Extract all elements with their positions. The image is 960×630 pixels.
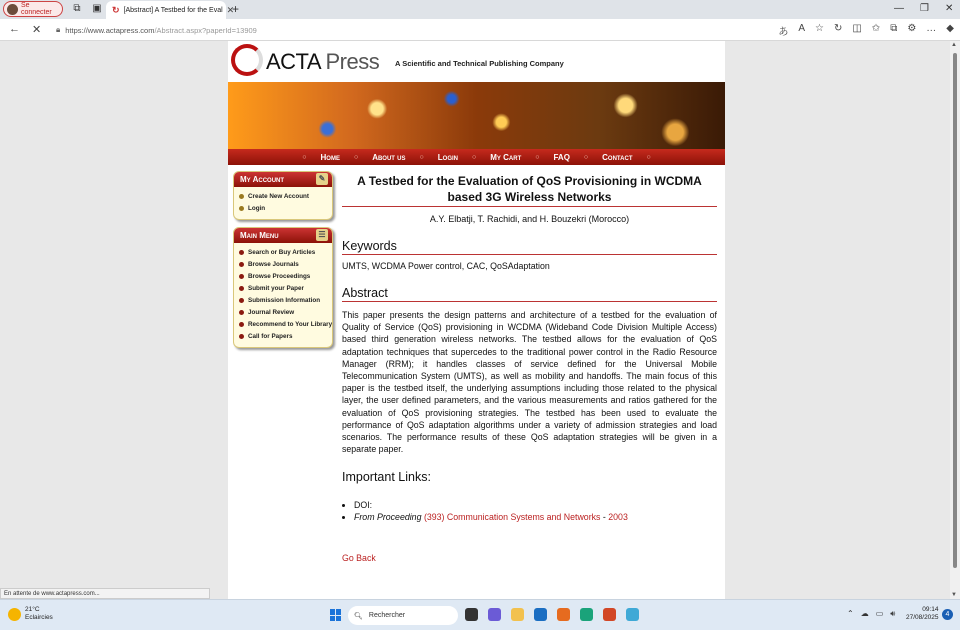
abstract-text: This paper presents the design patterns and architecture of a testbed for the evaluation of Quality of Service (QoS) provisioning in WCDMA (Wideband Code Division Multiple Access) based third generation wireless networks. The testbed allows for the evaluation of QoS adaptation techniques that supercedes to the traditional power control in the Radio Resource Manager (RRM); it handles classes of service defined for the Universal Mobile Telecommunication System (UMTS), as well as mobility and handoffs. The main focus of this paper is the testbed itself, the underlying assumptions including those related to the physical layer, the user defined parameters, and the various measurements and ratios gathered for the evaluation of QoS provisioning strategies. The testbed has been used to evaluate the performance of QoS adaptation algorithms under a variety of admission strategies and load scenarios. The performance results of these QoS adaptation strategies will be given in a separate paper. [342, 310, 717, 455]
bullet-icon [239, 322, 244, 327]
file-explorer-icon[interactable] [511, 608, 524, 621]
toolbar-icons [778, 23, 954, 38]
my-account-heading [234, 172, 332, 187]
nav-cart[interactable]: My Cart [490, 152, 522, 162]
from-label: From Proceeding [354, 512, 422, 523]
temperature: 21°C [25, 606, 40, 613]
profile-label: Se connecter [20, 2, 52, 16]
bullet-icon [239, 194, 244, 199]
doi-item [354, 499, 717, 511]
bullet-icon [239, 286, 244, 291]
minimize-button[interactable]: — [894, 3, 904, 14]
doi-label: DOI: [354, 500, 373, 511]
firefox-icon[interactable] [557, 608, 570, 621]
time: 09:14 [922, 606, 939, 613]
nav-faq[interactable]: FAQ [553, 152, 570, 162]
maximize-button[interactable]: ❐ [920, 3, 929, 14]
scroll-down-icon[interactable]: ▼ [951, 592, 957, 598]
cloud-icon[interactable]: ☁ [860, 609, 869, 618]
main-menu-heading [234, 228, 332, 243]
account-icon: ✎ [316, 173, 328, 185]
taskbar-search[interactable] [348, 606, 458, 625]
chevron-up-icon[interactable]: ⌃ [847, 609, 854, 618]
loading-icon: ↻ [112, 4, 120, 15]
sidebar-item-label: Create New Account [248, 192, 310, 200]
sidebar-item-create-account[interactable] [239, 190, 328, 202]
sidebar-item-label: Browse Proceedings [248, 272, 311, 280]
logo-acta: ACTA [266, 49, 320, 74]
url-path: /Abstract.aspx?paperId=13909 [154, 25, 257, 35]
links-list [342, 499, 717, 523]
search-placeholder: Rechercher [368, 612, 406, 619]
article-title: A Testbed for the Evaluation of QoS Provisioning in WCDMA based 3G Wireless Networks [342, 173, 717, 207]
sidebar-item-journals[interactable] [239, 258, 328, 270]
favorite-icon[interactable]: ☆ [814, 23, 824, 34]
chat-icon[interactable] [488, 608, 501, 621]
menu-icon: ☰ [316, 229, 328, 241]
nav-dot: ○ [472, 153, 477, 161]
sidebar-item-proceedings[interactable] [239, 270, 328, 282]
system-tray [847, 609, 895, 619]
extensions-icon[interactable]: ⚙ [907, 23, 917, 34]
lock-icon[interactable]: 🔒︎ [56, 25, 61, 34]
read-aloud-icon[interactable]: A [798, 23, 805, 34]
nav-dot: ○ [646, 153, 651, 161]
clock[interactable] [906, 606, 939, 622]
nav-dot: ○ [353, 153, 359, 161]
start-icon[interactable] [330, 609, 342, 621]
article-content [342, 173, 717, 563]
workspaces-icon[interactable]: ⧉ [73, 3, 81, 14]
sidebar-item-submit[interactable] [239, 282, 328, 294]
header [228, 41, 725, 82]
sidebar-item-label: Recommend to Your Library [248, 320, 333, 328]
sidebar-item-search[interactable] [239, 246, 328, 258]
nav-login[interactable]: Login [437, 152, 458, 162]
sidebar-item-recommend[interactable] [239, 318, 333, 330]
nav-about[interactable]: About us [372, 152, 406, 162]
url-field[interactable] [56, 22, 736, 38]
notification-badge[interactable]: 4 [942, 609, 953, 620]
volume-icon[interactable]: 🔊︎ [890, 609, 896, 618]
my-account-title: My Account [240, 175, 285, 184]
new-tab-button[interactable]: + [232, 2, 240, 16]
nav-dot: ○ [419, 153, 424, 161]
my-account-box [233, 171, 333, 220]
nav-contact[interactable]: Contact [602, 152, 633, 162]
page [228, 41, 725, 599]
sidebar-item-label: Submission Information [248, 296, 321, 304]
article-authors: A.Y. Elbatji, T. Rachidi, and H. Bouzekri (Morocco) [429, 214, 630, 224]
more-icon[interactable]: … [926, 23, 937, 34]
display-icon[interactable]: ▭ [875, 609, 884, 618]
banner-image [228, 82, 725, 149]
avatar [7, 4, 18, 15]
nav-dot: ○ [535, 153, 540, 161]
translate-icon[interactable]: あ [778, 27, 789, 38]
bullet-icon [239, 262, 244, 267]
proceeding-item [354, 511, 717, 523]
year-link[interactable]: 2003 [608, 512, 628, 523]
dash: - [600, 512, 609, 523]
scrollbar[interactable] [950, 41, 960, 599]
bullet-icon [239, 334, 244, 339]
logo-press: Press [325, 49, 380, 74]
task-view-icon[interactable] [465, 608, 478, 621]
profile-button[interactable] [3, 1, 63, 17]
sidebar-item-label: Browse Journals [248, 260, 299, 268]
weather-icon [8, 608, 21, 621]
app-icon[interactable] [626, 608, 639, 621]
tab-bar [0, 0, 960, 19]
split-screen-icon[interactable]: ◫ [852, 23, 862, 34]
abstract-heading: Abstract [342, 286, 717, 302]
keywords-heading: Keywords [342, 239, 717, 255]
close-window-button[interactable]: ✕ [945, 3, 954, 14]
sidebar-item-label: Journal Review [248, 308, 295, 316]
bullet-icon [239, 310, 244, 315]
edge-icon[interactable] [580, 608, 593, 621]
tab-title: [Abstract] A Testbed for the Eval [123, 6, 223, 14]
stop-loading-icon[interactable]: ✕ [32, 24, 42, 36]
sidebar-item-login[interactable] [239, 202, 328, 214]
sidebar-item-submission-info[interactable] [239, 294, 328, 306]
collections-icon[interactable]: ⧉ [890, 23, 898, 34]
taskbar [0, 599, 960, 630]
address-bar [0, 19, 960, 41]
tagline: A Scientific and Technical Publishing Company [395, 59, 564, 68]
weather-widget[interactable] [8, 606, 53, 622]
main-menu-box [233, 227, 333, 348]
keywords-text: UMTS, WCDMA Power control, CAC, QoSAdaptation [342, 261, 550, 271]
links-heading: Important Links: [342, 470, 431, 485]
favorites-icon[interactable]: ✩ [871, 23, 881, 34]
url-host: https://www.actapress.com [65, 25, 155, 35]
sidebar-item-label: Call for Papers [248, 332, 293, 340]
sidebar-item-review[interactable] [239, 306, 328, 318]
main-menu-title: Main Menu [240, 231, 279, 240]
proceeding-link[interactable]: (393) Communication Systems and Networks [423, 512, 601, 523]
logo[interactable] [266, 49, 379, 75]
sidebar-item-call-papers[interactable] [239, 330, 328, 342]
close-tab-icon[interactable]: ✕ [226, 4, 235, 15]
scroll-up-icon[interactable]: ▲ [951, 42, 957, 48]
status-bar: En attente de www.actapress.com... [0, 588, 210, 599]
bullet-icon [239, 298, 244, 303]
bullet-icon [239, 274, 244, 279]
sidebar-item-label: Submit your Paper [248, 284, 304, 292]
weather-text: Eclaircies [25, 614, 53, 621]
bullet-icon [239, 206, 244, 211]
sidebar-item-label: Login [248, 204, 266, 212]
nav-home[interactable]: Home [320, 152, 340, 162]
copilot-icon[interactable]: ◆ [946, 23, 954, 34]
taskbar-apps [465, 608, 639, 621]
scroll-thumb[interactable] [953, 53, 957, 568]
refresh-ext-icon[interactable]: ↻ [833, 23, 843, 34]
bullet-icon [239, 250, 244, 255]
search-icon: 🔍︎ [354, 612, 363, 620]
tab-actions-icon[interactable]: ▣ [92, 3, 102, 14]
tab-abstract[interactable] [106, 1, 235, 19]
powerpoint-icon[interactable] [603, 608, 616, 621]
sidebar-item-label: Search or Buy Articles [248, 248, 316, 256]
back-icon[interactable]: ← [9, 23, 20, 35]
go-back-link[interactable]: Go Back [342, 553, 376, 564]
main-nav [228, 149, 725, 165]
nav-dot: ○ [302, 153, 307, 161]
date: 27/08/2025 [906, 614, 939, 621]
logo-icon[interactable] [231, 44, 263, 76]
outlook-icon[interactable] [534, 608, 547, 621]
nav-dot: ○ [583, 153, 589, 161]
